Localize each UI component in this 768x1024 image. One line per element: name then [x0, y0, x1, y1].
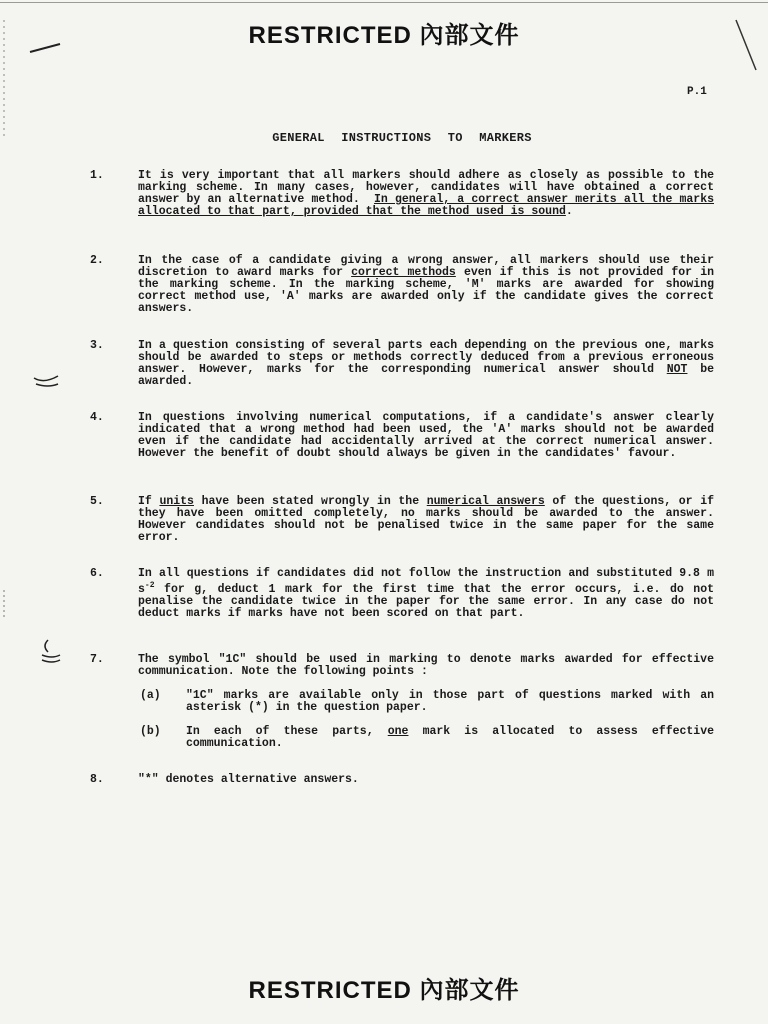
margin-scribble-mark — [34, 376, 58, 386]
item-text: It is very important that all markers should adhere as closely as possible to the marking scheme. In many cases, however, candidates will have obtained a correct answer by an alternative method. In general, a correct answer merits all the marks allocated to that part, provided that the method used is sound. — [138, 169, 714, 219]
subitem-label: (b) — [140, 725, 161, 738]
item-number: 6. — [90, 567, 104, 580]
underlined-text: one — [387, 725, 409, 738]
item-number: 3. — [90, 339, 104, 352]
item-text: In questions involving numerical computations, if a candidate's answer clearly indicated that a wrong method had been used, the 'A' marks should not be awarded even if the candidate had accidentally arrived at the correct numerical answer. However the benefit of doubt should always be given in the candidates' favour. — [138, 411, 714, 461]
margin-scribble-mark — [42, 655, 60, 662]
underlined-text: correct methods — [351, 266, 456, 280]
corner-slash-mark — [736, 20, 756, 70]
margin-dash-mark — [30, 44, 60, 52]
item-text: In all questions if candidates did not follow the instruction and substituted 9.8 m $s^{-2}$ for g, deduct 1 mark for the first time that the error occurs, i.e. do not penalise the candidate twice in the paper for the same error. In any case do not deduct marks if marks have not been scored on that part. — [138, 567, 715, 621]
underlined-numerical-answers: numerical answers — [426, 495, 545, 508]
item-number: 8. — [90, 773, 104, 786]
item-number: 2. — [90, 254, 104, 267]
item-text: In the case of a candidate giving a wrong answer, all markers should use their discretion to award marks for correct methods even if this is not provided for in the marking scheme. In the marking scheme, 'M' marks are awarded for showing correct method use, 'A' marks are awarded only if the candidate gives the correct answers. — [138, 254, 714, 316]
item-text: The symbol "1C" should be used in marking to denote marks awarded for effective communication. Note the following points : — [138, 653, 714, 679]
underlined-units: units — [159, 495, 194, 508]
item-text: "*" denotes alternative answers. — [138, 773, 359, 786]
subitem-label: (a) — [140, 689, 161, 702]
header-restricted: RESTRICTED 內部文件 — [248, 22, 520, 49]
item-number: 7. — [90, 653, 104, 666]
page-number: P.1 — [687, 86, 707, 98]
footer-restricted: RESTRICTED 內部文件 — [248, 977, 520, 1004]
superscript: -2 — [144, 581, 155, 591]
document-title: GENERAL INSTRUCTIONS TO MARKERS — [272, 131, 532, 145]
item-number: 1. — [90, 169, 104, 182]
subitem-text: In each of these parts, one mark is allocated to assess effective communication. — [186, 725, 715, 751]
underlined-text: In general, a correct answer merits all the marks allocated to that part, provided that the method used is sound — [138, 193, 714, 219]
item-number: 4. — [90, 411, 104, 424]
item-text: In a question consisting of several parts each depending on the previous one, marks should be awarded to steps or methods correctly deduced from a previous erroneous answer. However, marks for the corresponding numerical answer should NOT be awarded. — [138, 339, 715, 389]
item-number: 5. — [90, 495, 104, 508]
underlined-text: NOT — [666, 363, 688, 377]
subitem-text: "1C" marks are available only in those part of questions marked with an asterisk (*) in the question paper. — [186, 689, 714, 715]
margin-bracket-mark — [45, 640, 48, 652]
item-text: If units have been stated wrongly in the numerical answers of the questions, or if they have been omitted completely, no marks should be awarded to the answer. However candidates should not be penalised twice in the same paper for the same error. — [138, 495, 715, 545]
